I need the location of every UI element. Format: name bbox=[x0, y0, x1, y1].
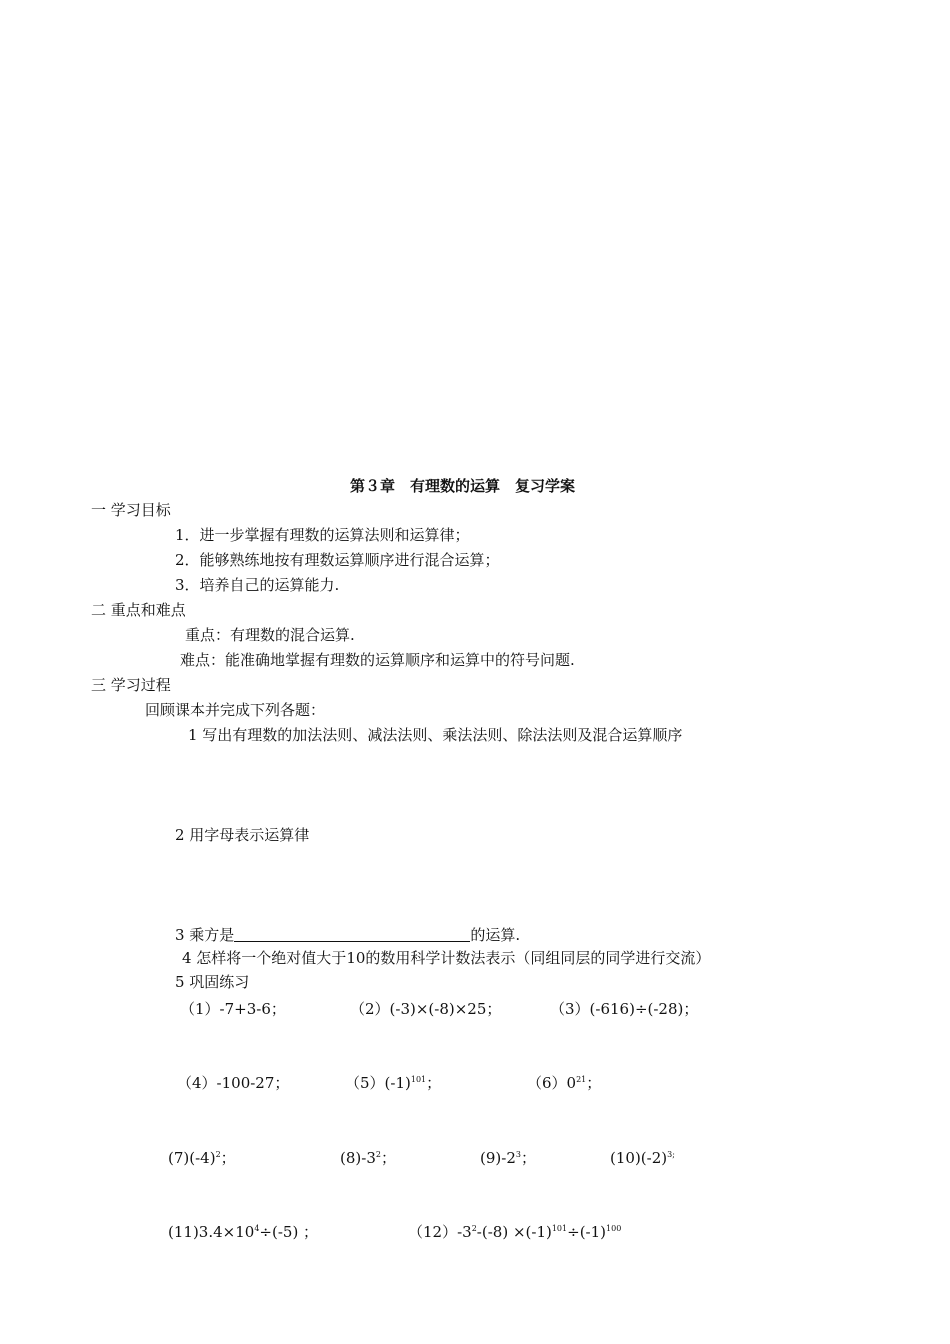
exercise-6-base: （6）0 bbox=[527, 1074, 577, 1092]
exercise-3: （3）(-616)÷(-28)； bbox=[550, 1000, 699, 1018]
exercise-5-base: （5）(-1) bbox=[345, 1074, 411, 1092]
exercise-9-tail: ； bbox=[520, 1149, 536, 1167]
question-3-prefix: 3 乘方是 bbox=[175, 926, 235, 944]
exercise-5-exponent: 101 bbox=[410, 1075, 427, 1084]
exercise-10-base: (10)(-2) bbox=[610, 1149, 668, 1167]
exercise-11-part-b: ÷(-5) ； bbox=[259, 1223, 319, 1241]
exercise-1: （1）-7+3-6； bbox=[180, 1000, 286, 1018]
exercise-10 bbox=[610, 1148, 675, 1168]
exercise-2: （2）(-3)×(-8)×25； bbox=[350, 1000, 502, 1018]
exercise-9-exponent: 3 bbox=[515, 1150, 521, 1159]
exercise-9-base: (9)-2 bbox=[480, 1149, 516, 1167]
exercise-6 bbox=[527, 1073, 601, 1093]
question-3-suffix: 的运算. bbox=[470, 926, 521, 944]
section-3-intro: 回顾课本并完成下列各题： bbox=[145, 701, 326, 719]
question-5: 5 巩固练习 bbox=[175, 973, 250, 991]
exercise-8-tail: ； bbox=[380, 1149, 396, 1167]
key-point: 重点：有理数的混合运算. bbox=[185, 626, 355, 644]
exercise-7 bbox=[168, 1148, 236, 1168]
exercise-4: （4）-100-27； bbox=[177, 1074, 290, 1092]
question-1: 1 写出有理数的加法法则、减法法则、乘法法则、除法法则及混合运算顺序 bbox=[188, 726, 683, 744]
exercise-10-exponent: 3; bbox=[667, 1150, 675, 1159]
exercise-5 bbox=[345, 1073, 441, 1093]
exercise-8-exponent: 2 bbox=[375, 1150, 381, 1159]
exercise-7-tail: ； bbox=[220, 1149, 236, 1167]
objective-item-2: 2．能够熟练地按有理数运算顺序进行混合运算； bbox=[175, 551, 500, 569]
fill-in-blank[interactable] bbox=[234, 927, 470, 942]
exercise-8 bbox=[340, 1148, 396, 1168]
exercise-7-exponent: 2 bbox=[215, 1150, 221, 1159]
exercise-7-base: (7)(-4) bbox=[168, 1149, 216, 1167]
objective-item-3: 3．培养自己的运算能力. bbox=[175, 576, 340, 594]
question-3 bbox=[175, 925, 520, 945]
question-4: 4 怎样将一个绝对值大于10的数用科学计数法表示（同组同层的同学进行交流） bbox=[182, 949, 711, 967]
difficulty: 难点：能准确地掌握有理数的运算顺序和运算中的符号问题. bbox=[180, 651, 575, 669]
question-2: 2 用字母表示运算律 bbox=[175, 826, 310, 844]
exercise-12-exponent-1: 2 bbox=[471, 1224, 477, 1233]
exercise-12-part-b: -(-8) ×(-1) bbox=[476, 1223, 552, 1241]
exercise-11-exponent: 4 bbox=[254, 1224, 260, 1233]
section-1-heading: 一 学习目标 bbox=[91, 501, 171, 519]
section-3-heading: 三 学习过程 bbox=[91, 676, 171, 694]
exercise-11-part-a: (11)3.4×10 bbox=[168, 1223, 255, 1241]
objective-item-1: 1．进一步掌握有理数的运算法则和运算律； bbox=[175, 526, 470, 544]
section-2-heading: 二 重点和难点 bbox=[91, 601, 186, 619]
page-title: 第３章 有理数的运算 复习学案 bbox=[350, 477, 576, 495]
exercise-12-part-a: （12）-3 bbox=[408, 1223, 472, 1241]
exercise-12-exponent-2: 101 bbox=[551, 1224, 568, 1233]
exercise-8-base: (8)-3 bbox=[340, 1149, 376, 1167]
exercise-12-exponent-3: 100 bbox=[606, 1224, 622, 1233]
exercise-6-exponent: 21 bbox=[576, 1075, 587, 1084]
exercise-5-tail: ； bbox=[426, 1074, 442, 1092]
exercise-6-tail: ； bbox=[586, 1074, 602, 1092]
exercise-11 bbox=[168, 1222, 318, 1242]
exercise-12 bbox=[408, 1222, 621, 1242]
exercise-12-part-c: ÷(-1) bbox=[567, 1223, 607, 1241]
exercise-9 bbox=[480, 1148, 536, 1168]
